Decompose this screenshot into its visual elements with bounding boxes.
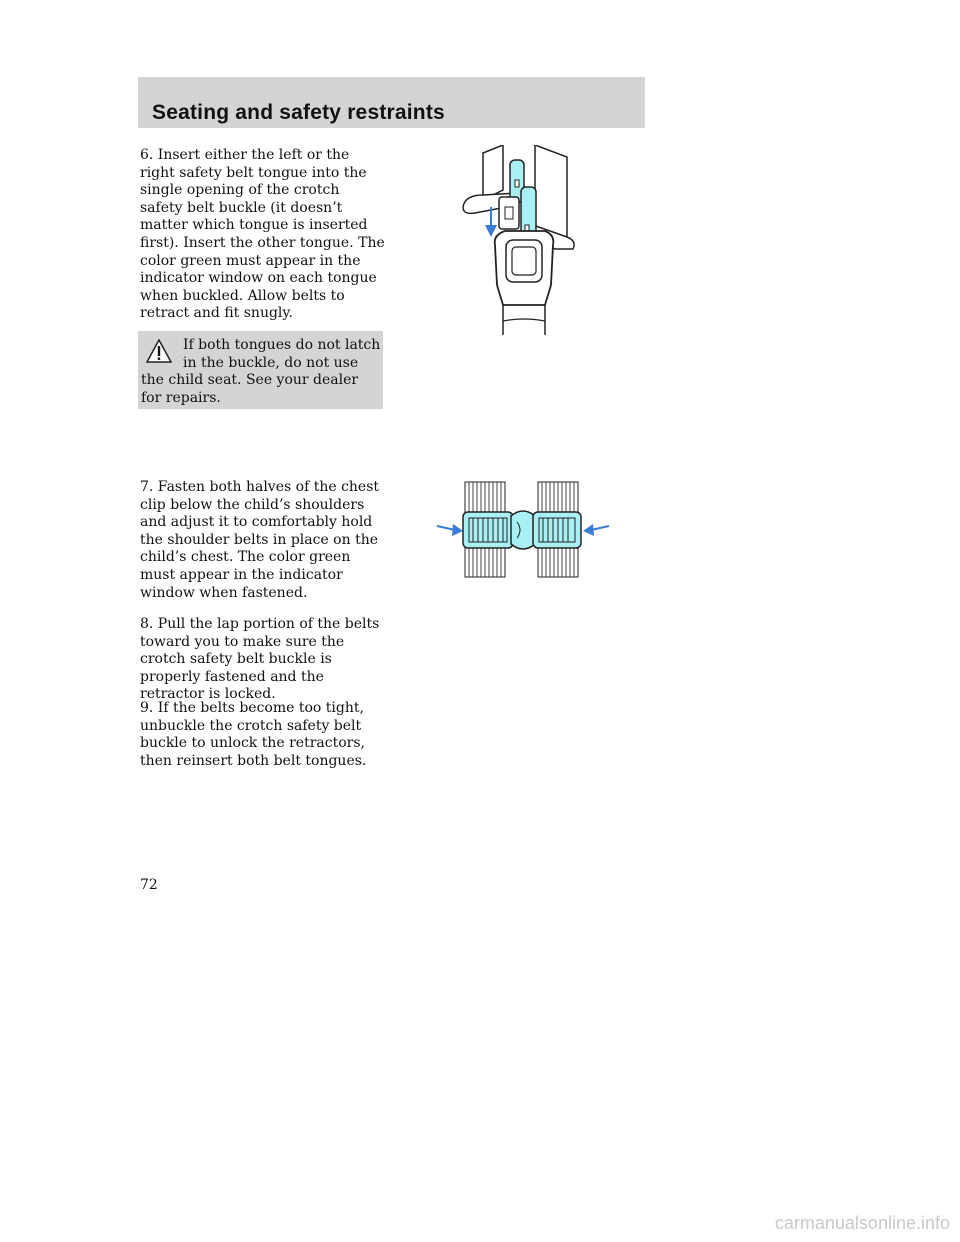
step-7-text: 7. Fasten both halves of the chest clip below the child’s shoulders and adjust it to comfortably hold the shoulder belts in place on the child’s chest. The color green must appear in the indicator window when fastened. [140, 479, 380, 601]
crotch-buckle-illustration [455, 145, 590, 340]
watermark: carmanualsonline.info [774, 1213, 950, 1233]
warning-box [138, 331, 383, 409]
section-header [138, 77, 645, 128]
page-number: 72 [140, 877, 158, 893]
section-title: Seating and safety restraints [152, 101, 445, 124]
warning-paragraph [141, 337, 381, 407]
chest-clip-illustration [433, 480, 613, 580]
step-8-text: 8. Pull the lap portion of the belts toward you to make sure the crotch safety belt buckle is properly fastened and the retractor is locked. [140, 616, 380, 703]
step-6-text: 6. Insert either the left or the right safety belt tongue into the single opening of the crotch safety belt buckle (it doesn’t matter which tongue is inserted first). Insert the other tongue. The color green must appear in the indicator window on each tongue when buckled. Allow belts to retract and fit snugly. [140, 147, 385, 322]
warning-text: If both tongues do not latch in the buckle, do not use the child seat. See your dealer for repairs. [141, 337, 381, 406]
step-9-text: 9. If the belts become too tight, unbuckle the crotch safety belt buckle to unlock the retractors, then reinsert both belt tongues. [140, 700, 367, 769]
